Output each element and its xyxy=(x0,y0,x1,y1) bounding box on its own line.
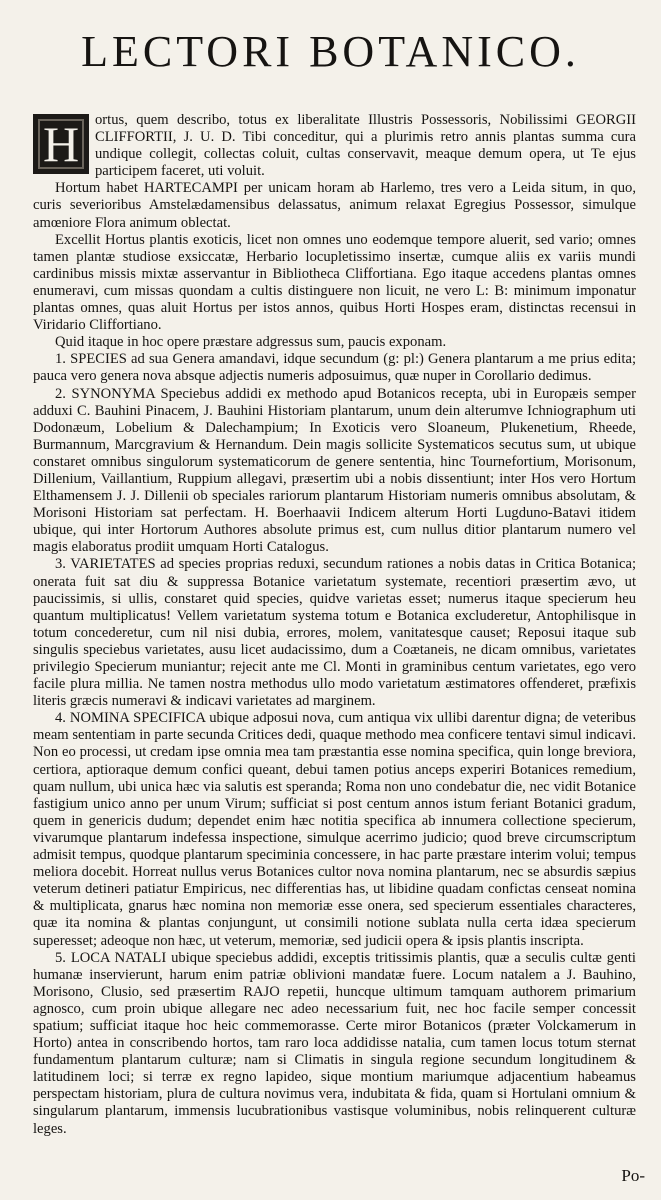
catchword: Po- xyxy=(621,1166,645,1185)
preface-text xyxy=(33,112,636,1138)
paragraph-varietates: 3. VARIETATES ad species proprias reduxi, secundum rationes a nobis datas in Critica Botanica; onerata fuit sat diu & suppressa Botanice varietatum systemate, recentiori præsertim ævo, ut paucissimis, si ullis, constaret quid species, quidve varietas esset; numerus itaque specierum heu quantum multiplicatus! Vellem varietatum systema totum e Botanica excluderetur, Antophilisque in totum concederetur, cum nil nisi dubia, errores, molem, vanitatesque causet; Reposui itaque sub singulis speciebus varietates, ausu licet audacissimo, dum a Coætaneis, ne dicam omnibus, varietates privilegio Specierum muniantur; rejecit ante me Cl. Monti in graminibus centum varietates, ego vero facile plura millia. Ne tamen nostra methodus ullo modo varietatum æstimatores offenderet, præfixis literis græcis numeravi & indicavi varietates ad marginem. xyxy=(33,556,636,710)
paragraph-species: 1. SPECIES ad sua Genera amandavi, idque secundum (g: pl:) Genera plantarum a me prius edita; pauca vero genera nova absque adjectis numeris adposuimus, quæ nuper in Corollario dedimus. xyxy=(33,351,636,385)
decorated-initial: H xyxy=(33,114,89,174)
page-title: LECTORI BOTANICO. xyxy=(81,27,580,76)
paragraph-1 xyxy=(33,112,636,180)
paragraph-loca: 5. LOCA NATALI ubique speciebus addidi, exceptis tritissimis plantis, quæ a seculis cultæ genti humanæ inservierunt, harum enim patriæ oblivioni mandatæ fuere. Locum natalem a J. Bauhino, Morisono, Clusio, sed præsertim RAJO repetii, huncque ultimum tamquam authorem primarium agnosco, cum proin ubique allegare nec adeo necessarium fuit, nec hoc facile semper concessit spatium; sufficiat itaque hoc heic commemorasse. Certe miror Botanicos (præter Volckamerum in Horto) antea in conscribendo hortos, tam raro loca addidisse natalia, cum tamen locus totum sternat fundamentum plantarum culturæ; nam si Climatis in singula regione secundum longitudinem & latitudinem loci; si terræ ex regno lapideo, sique montium mariumque adjacentium habeamus perspectam historiam, plura de cultura novimus vera, indubitata & fida, quam si Hortulani omnium & singularum plantarum, immensis lucubrationibus vastisque voluminibus, nobis relinquerent culturæ leges. xyxy=(33,949,636,1137)
paragraph-3: Excellit Hortus plantis exoticis, licet non omnes uno eodemque tempore aluerit, sed vario; omnes tamen plantæ studiose exsiccatæ, Herbario locupletissimo insertæ, cumque aliis ex variis mundi cardinibus missis mixtæ asservantur in Bibliotheca Cliffortiana. Ego itaque accedens plantas omnes enumeravi, cum missas quondam a cultis distinguere non licuit, ne vero L: B: minimum imponatur plantas omnes, quas aluit Hortus per istos annos, quibus Horti Hospes eram, distinctas recensui in Viridario Cliffortiano. xyxy=(33,231,636,334)
paragraph-4: Quid itaque in hoc opere præstare adgressus sum, paucis exponam. xyxy=(55,334,447,351)
paragraph-nomina: 4. NOMINA SPECIFICA ubique adposui nova, cum antiqua vix ullibi darentur digna; de veteribus meam sententiam in parte secunda Critices dedi, quaque methodo mea conficere tentavi simul indicavi. Non eo processi, ut credam ipse omnia mea tam præstantia esse nomina specifica, quin longe breviora, certiora, aptioraque demum confici queant, debui tamen potius anceps experiri Botanices remedium, quam nullum, ubi unica hæc via salutis est speranda; Roma non uno condebatur die, nec vidit Botanice fastigium unico anno per unum Virum; sufficiat si post centum annos istum feriant Botanici gradum, quem in genericis dudum; dependet enim hæc notitia specifica ab innumera collectione specierum, vivarumque plantarum indefessa inspectione, simulque acerrimo judicio; quod breve circumscriptum admisit tempus, quodque plantarum speciminia concessere, in hac parte præstare interim volui; tempus meliora docebit. Horreat nullus verus Botanices cultor nova nomina plantarum, nec se absurdis sæpius veterum detineri patiatur Empiricus, nec differentias has, ut libidine quadam confictas censeat nomina & multiplicata, gnarus hæc nomina non memoriæ esse onera, sed specierum essentiales characteres, quæ ita nomina & plantas conjungunt, ut consimili notione sublata nulla certa idæa specierum superesset; adeoque non hæc, ut veterum, memoriæ, sed judicii opera & ipsis plantis inscripta. xyxy=(33,710,636,949)
paragraph-1-text: ortus, quem describo, totus ex liberalitate Illustris Possessoris, Nobilissimi GEORGII CLIFFORTII, J. U. D. Tibi conceditur, qui a plurimis retro annis plantas summa cura undique collegit, collectas coluit, cultas conservavit, meaque demum opera, ut Te ejus participem faceret, uti voluit. xyxy=(95,112,636,180)
paragraph-2: Hortum habet HARTECAMPI per unicam horam ab Harlemo, tres vero a Leida situm, in quo, curis severioribus Amstelædamensibus delassatus, animum relaxat Egregius Possessor, simulque amœniore Flora animum oblectat. xyxy=(33,180,636,231)
paragraph-synonyma: 2. SYNONYMA Speciebus addidi ex methodo apud Botanicos recepta, ubi in Europæis semper adduxi C. Bauhini Pinacem, J. Bauhini Historiam plantarum, unum dein alterumve Ichniographum uti Dodonæum, Lobelium & Dalechampium; In Exoticis vero Sloaneum, Plukenetium, Rheede, Burmannum, Marcgravium & Hernandum. Dein magis sollicite Systematicos secutus sum, ut ubique constaret omnibus singulorum systematicorum de genere sententia, hinc Tournefortium, Morisonum, Dillenium, Vaillantium, Ruppium allegavi, præsertim ubi a nobis dissentiunt; inter Hos vero Hortum Elthamensem J. J. Dillenii ob speciales rariorum plantarum Historiam numeris omnibus absolutam, & Morisoni Historiam sat perfectam. H. Boerhaavii Indicem alterum Horti Lugduno-Batavi itidem ubique, qui inter Hortorum Authores absolute primus est, cum nullus ditior plantarum numero vel magis elaboratus prodiit umquam Horti Catalogus. xyxy=(33,385,636,556)
